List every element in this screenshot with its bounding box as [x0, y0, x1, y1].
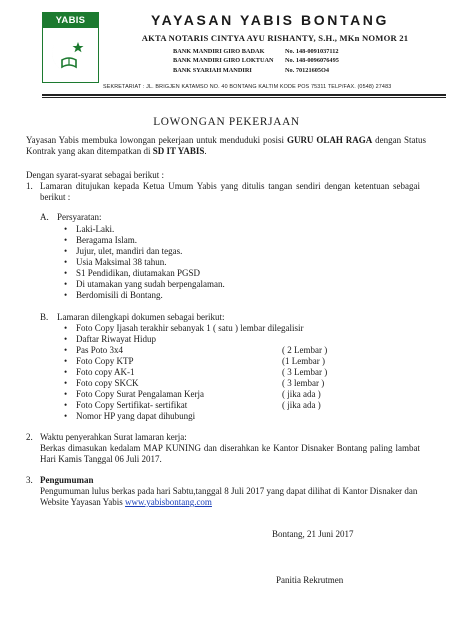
requirement-item: • Usia Maksimal 38 tahun.: [76, 257, 167, 268]
document-name: Foto Copy Sertifikat- sertifikat: [76, 400, 188, 410]
website-link[interactable]: www.yabisbontang.com: [125, 497, 212, 507]
section-a-title: Persyaratan:: [57, 212, 102, 222]
requirement-item: • Beragama Islam.: [76, 235, 137, 246]
requirement-item: • S1 Pendidikan, diutamakan PGSD: [76, 268, 200, 279]
section-b-label: B.: [40, 312, 49, 322]
item-number: 3.: [26, 475, 33, 485]
yabis-logo: [42, 12, 99, 83]
section-a-label: A.: [40, 212, 49, 222]
document-qty: (1 Lembar ): [282, 356, 325, 366]
document-item: [76, 356, 325, 367]
item1-text: Lamaran ditujukan kepada Ketua Umum Yabis yang ditulis tangan sendiri dengan ketentuan sebagai berikut :: [40, 181, 420, 202]
document-name: Pas Poto 3x4: [76, 345, 124, 355]
item-number: 2.: [26, 432, 33, 442]
item-number: 1.: [26, 181, 33, 191]
letterhead-divider: [42, 94, 446, 96]
document-qty: ( jika ada ): [282, 389, 321, 399]
document-name: Foto copy SKCK: [76, 378, 139, 388]
item3-title: Pengumuman: [40, 475, 94, 485]
document-qty: ( 2 Lembar ): [282, 345, 328, 355]
letterhead-divider-thin: [42, 97, 446, 98]
document-item: [76, 367, 328, 378]
document-name: Foto Copy KTP: [76, 356, 134, 366]
requirement-item: • Jujur, ulet, mandiri dan tegas.: [76, 246, 182, 257]
requirement-item: • Berdomisili di Bontang.: [76, 290, 163, 301]
item2-title: Waktu penyerahkan Surat lamaran kerja:: [40, 432, 187, 442]
intro-paragraph: [26, 135, 426, 157]
document-name: Foto Copy Ijasah terakhir sebanyak 1 ( satu ) lembar dilegalisir: [76, 323, 304, 333]
place-date: Bontang, 21 Juni 2017: [272, 529, 354, 539]
org-name: YAYASAN YABIS BONTANG: [151, 12, 389, 28]
signatory: Panitia Rekrutmen: [276, 575, 344, 585]
crescent-book-icon: [45, 30, 95, 80]
bank-name: BANK MANDIRI GIRO LOKTUAN: [173, 57, 274, 65]
item3-text-prefix: Website Yayasan Yabis: [40, 497, 126, 507]
secretariat-address: SEKRETARIAT : JL. BRIGJEN KATAMSO NO. 40 BONTANG KALTIM KODE POS 75311 TELP/FAX. (0548) 27483: [103, 84, 392, 90]
document-item: [76, 411, 195, 422]
intro-end: .: [204, 146, 207, 156]
notary-deed: AKTA NOTARIS CINTYA AYU RISHANTY, S.H., MKn NOMOR 21: [141, 33, 409, 43]
bank-name: BANK MANDIRI GIRO BADAK: [173, 48, 265, 55]
document-qty: ( 3 lembar ): [282, 378, 325, 388]
bank-row: [173, 66, 423, 75]
logo-text: YABIS: [43, 13, 98, 28]
document-name: Foto copy AK-1: [76, 367, 135, 377]
document-name: Nomor HP yang dapat dihubungi: [76, 411, 196, 421]
conditions-intro: Dengan syarat-syarat sebagai berikut :: [26, 170, 164, 180]
item3-text-line2: [40, 497, 212, 508]
item3-text-line1: Pengumuman lulus berkas pada hari Sabtu,tanggal 8 Juli 2017 yang dapat dilihat di Kantor Disnaker dan: [40, 486, 418, 496]
document-qty: ( 3 Lembar ): [282, 367, 328, 377]
section-b-title: Lamaran dilengkapi dokumen sebagai berikut:: [57, 312, 225, 322]
requirement-item: • Laki-Laki.: [76, 224, 114, 235]
intro-text: Yayasan Yabis membuka lowongan pekerjaan untuk menduduki posisi: [26, 135, 287, 145]
bank-account-list: [173, 47, 423, 75]
school-name: SD IT YABIS: [152, 146, 205, 156]
intro-text-cont: dengan Status Kontrak yang akan ditempatkan di: [26, 135, 426, 156]
document-item: [76, 400, 321, 411]
document-item: [76, 378, 325, 389]
bank-account: No. 148-0096076495: [285, 57, 339, 65]
item2-text: Berkas dimasukan kedalam MAP KUNING dan diserahkan ke Kantor Disnaker Bontang paling lambat Hari Kamis Tanggal 06 Juli 2017.: [40, 443, 420, 464]
document-item: [76, 389, 321, 400]
document-qty: ( jika ada ): [282, 400, 321, 410]
bank-row: [173, 47, 423, 56]
requirement-item: • Di utamakan yang sudah berpengalaman.: [76, 279, 225, 290]
document-item: [76, 345, 328, 356]
bank-row: [173, 56, 423, 65]
bank-account: No. 148-0091037112: [285, 48, 339, 55]
document-name: Daftar Riwayat Hidup: [76, 334, 156, 344]
document-title: LOWONGAN PEKERJAAN: [153, 116, 300, 128]
document-name: Foto Copy Surat Pengalaman Kerja: [76, 389, 204, 399]
document-item: [76, 334, 156, 345]
bank-name: BANK SYARIAH MANDIRI: [173, 66, 252, 74]
document-item: [76, 323, 303, 334]
bank-account: No. 70121605O4: [285, 66, 330, 74]
position-name: GURU OLAH RAGA: [286, 135, 373, 145]
